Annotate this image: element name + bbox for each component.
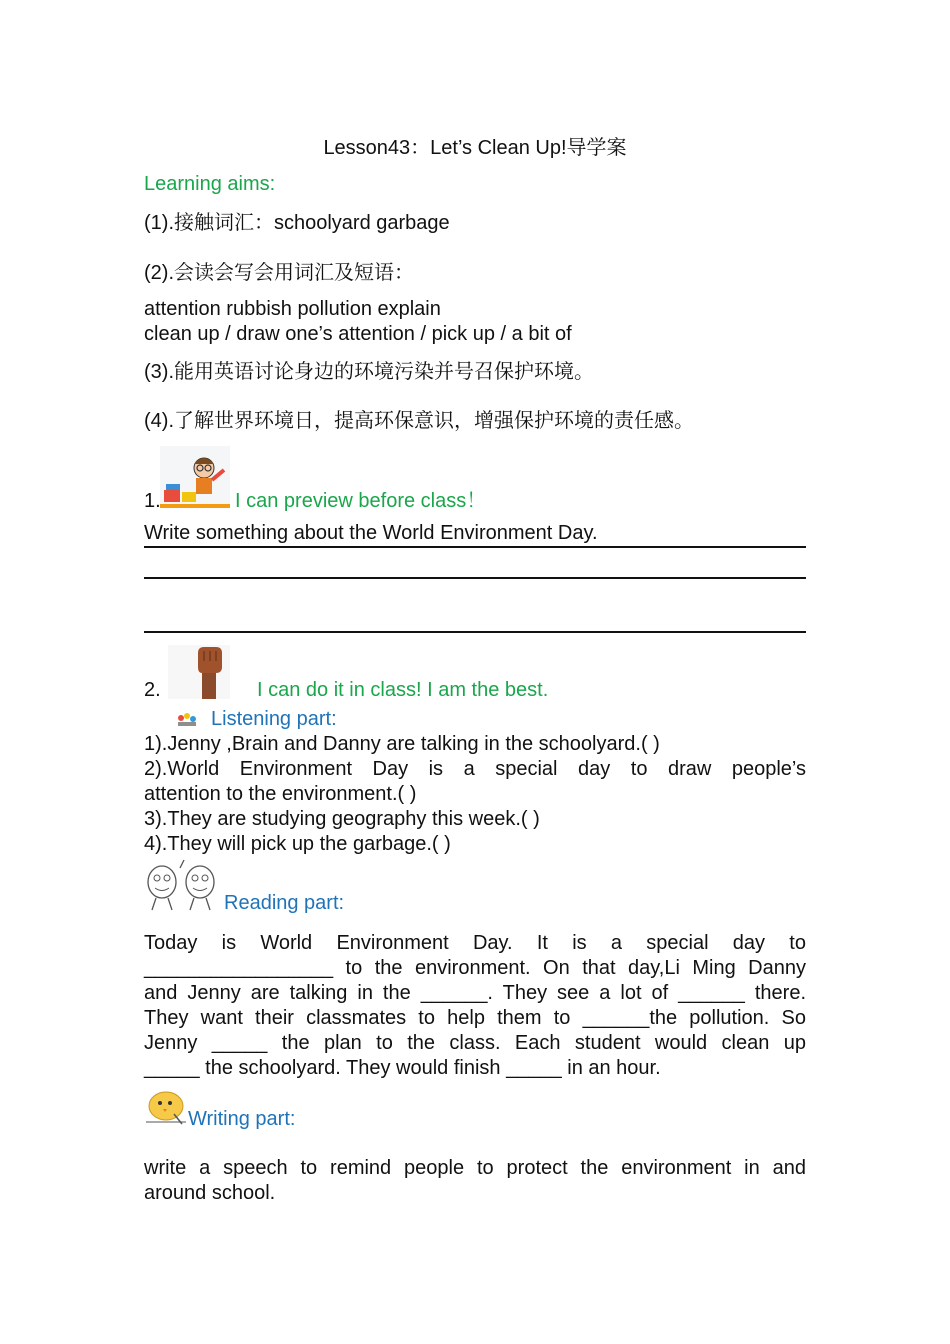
writing-line-2: around school. [144, 1182, 276, 1204]
aim-item-1: (1).接触词汇：schoolyard garbage [144, 212, 450, 234]
listening-question-2-line-2: attention to the environment.( ) [144, 783, 417, 805]
small-figures-icon [176, 712, 198, 728]
reading-line-6: _____ the schoolyard. They would finish _____ in an hour. [144, 1057, 661, 1079]
aim-item-2: (2).会读会写会用词汇及短语： [144, 262, 414, 284]
aim-item-3: (3).能用英语讨论身边的环境污染并号召保护环境。 [144, 361, 594, 383]
reading-heading: Reading part: [224, 892, 345, 914]
listening-question-4: 4).They will pick up the garbage.( ) [144, 833, 451, 855]
page-title: Lesson43：Let’s Clean Up!导学案 [323, 137, 627, 159]
reading-line-1: Today is World Environment Day. It is a special day to [144, 932, 806, 954]
aim-words: attention rubbish pollution explain [144, 298, 441, 320]
section-1-number: 1. [144, 490, 161, 512]
boy-reading-books-icon [160, 446, 230, 508]
reading-passage [144, 931, 806, 1081]
listening-question-2 [144, 757, 806, 807]
writing-line-1: write a speech to remind people to protect the environment in and [144, 1157, 806, 1179]
reading-line-2: _________________ to the environment. On that day,Li Ming Danny [144, 957, 806, 979]
listening-heading: Listening part: [211, 708, 337, 730]
writing-chick-icon [144, 1084, 188, 1126]
listening-question-1: 1).Jenny ,Brain and Danny are talking in the schoolyard.( ) [144, 733, 660, 755]
cartoon-friends-icon [144, 858, 224, 912]
aim-phrases: clean up / draw one’s attention / pick up / a bit of [144, 323, 572, 345]
listening-question-3: 3).They are studying geography this week.( ) [144, 808, 540, 830]
writing-heading: Writing part: [188, 1108, 296, 1130]
section-1-heading: I can preview before class！ [235, 490, 487, 512]
section-2-heading: I can do it in class! I am the best. [257, 679, 549, 701]
learning-aims-heading: Learning aims: [144, 173, 276, 195]
raised-fist-icon [168, 645, 230, 699]
worksheet-page [144, 0, 806, 1344]
reading-line-3: and Jenny are talking in the ______. They see a lot of ______ there. [144, 982, 806, 1004]
answer-line-2 [144, 577, 806, 579]
reading-line-5: Jenny _____ the plan to the class. Each student would clean up [144, 1032, 806, 1054]
answer-line-1 [144, 546, 806, 548]
aim-item-4: (4).了解世界环境日，提高环保意识，增强保护环境的责任感。 [144, 410, 694, 432]
listening-question-2-line-1: 2).World Environment Day is a special day to draw people’s [144, 758, 806, 780]
writing-task [144, 1156, 806, 1206]
section-1-prompt: Write something about the World Environment Day. [144, 522, 598, 544]
section-2-number: 2. [144, 679, 161, 701]
answer-line-3 [144, 631, 806, 633]
reading-line-4: They want their classmates to help them to ______the pollution. So [144, 1007, 806, 1029]
